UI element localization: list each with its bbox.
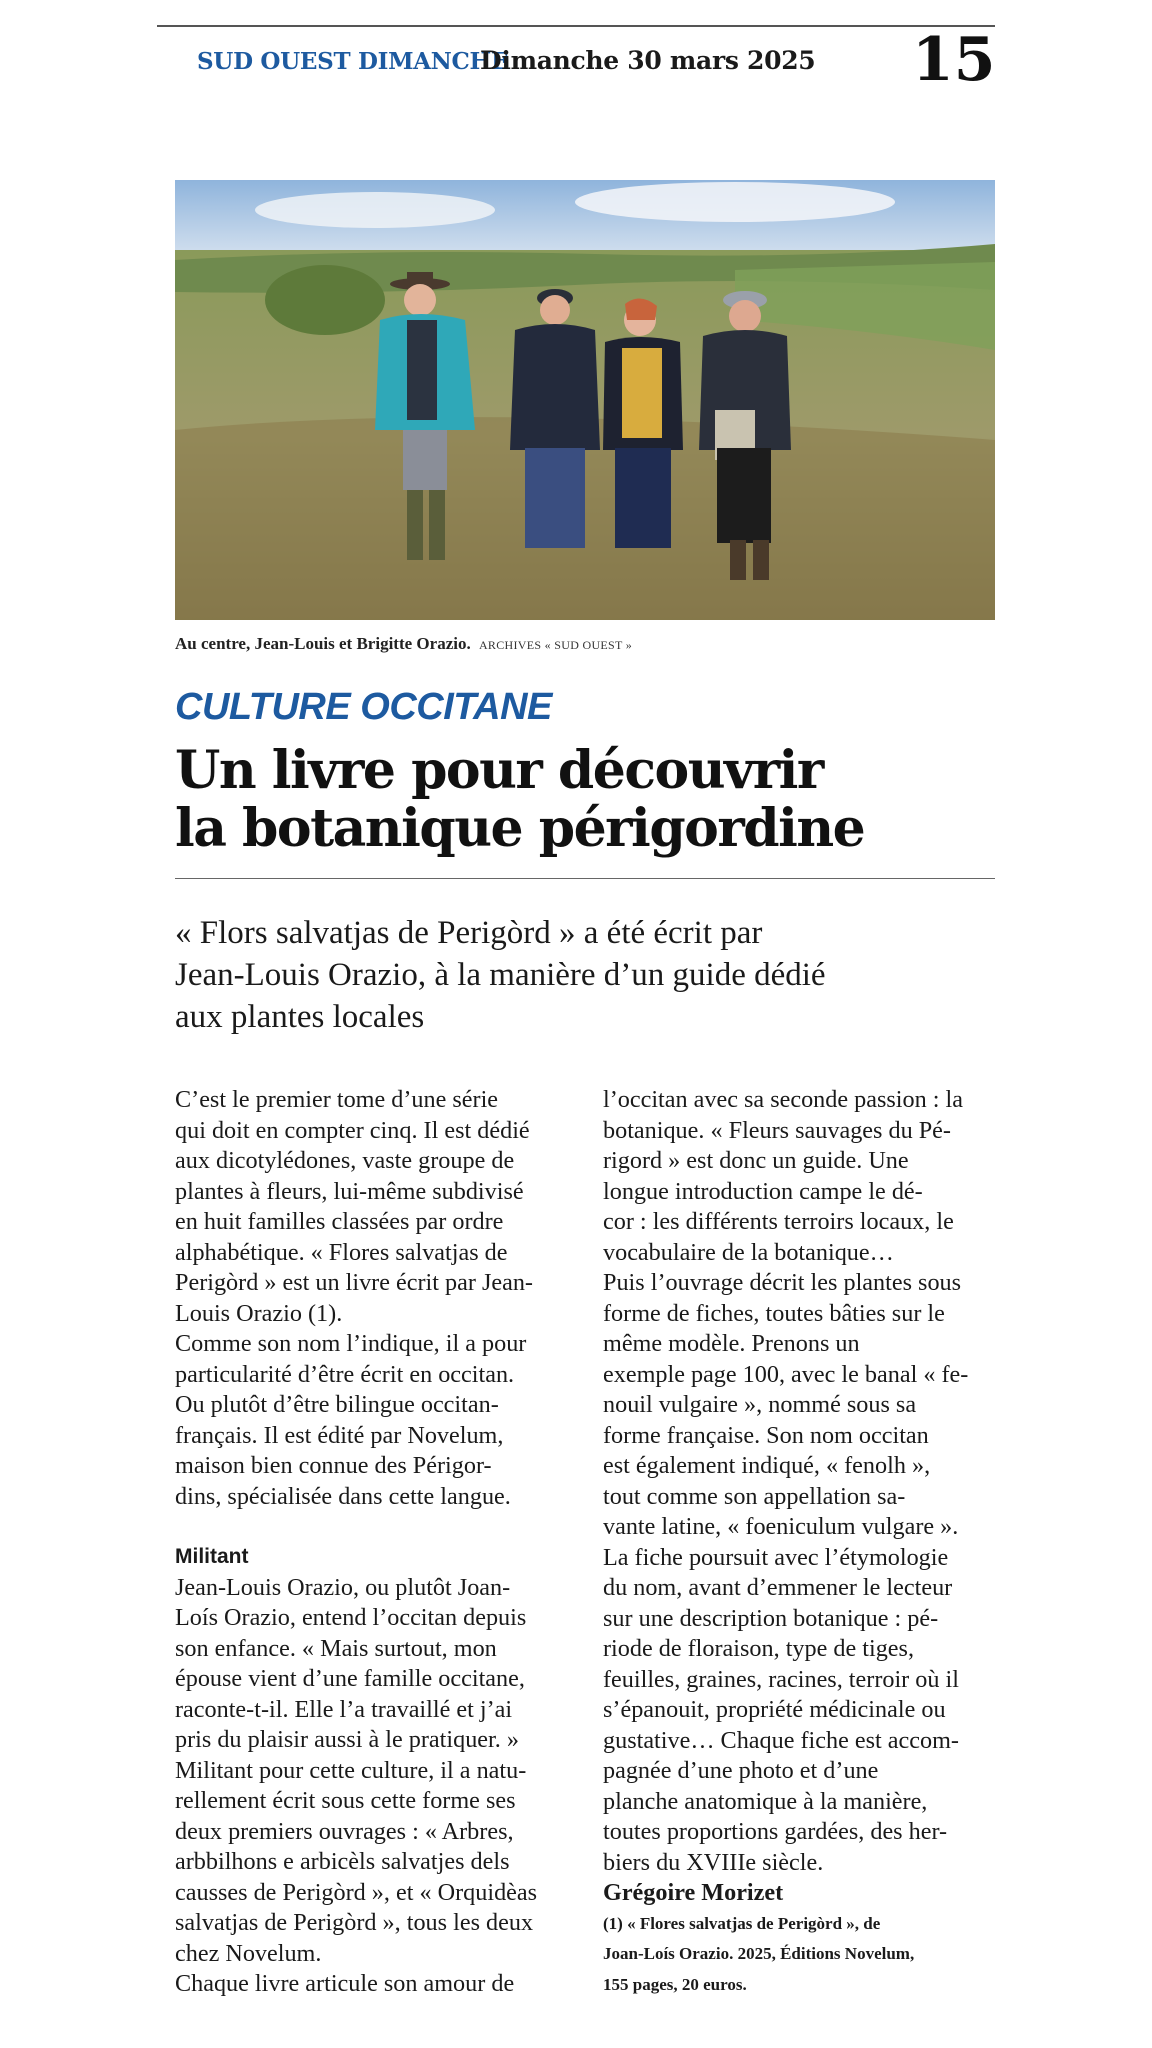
- text-line: tout comme son appellation sa-: [603, 1482, 906, 1510]
- paragraph-intro: [175, 1085, 573, 1329]
- section-rubric: CULTURE OCCITANE: [175, 686, 552, 728]
- text-line: forme de fiches, toutes bâties sur le: [603, 1299, 945, 1327]
- text-line: est également indiqué, « fenolh »,: [603, 1452, 931, 1479]
- text-line: cor : les différents terroirs locaux, le: [603, 1208, 954, 1235]
- article-photo: [175, 180, 995, 620]
- headline-line: Un livre pour découvrir: [175, 740, 823, 801]
- text-line: même modèle. Prenons un: [603, 1330, 860, 1357]
- paragraph-fiches: [603, 1268, 999, 1543]
- photo-caption: [175, 634, 632, 654]
- text-line: exemple page 100, avec le banal « fe-: [603, 1360, 969, 1388]
- text-line: en huit familles classées par ordre: [175, 1208, 504, 1235]
- photo-credit: ARCHIVES « SUD OUEST »: [478, 638, 633, 652]
- text-line: Chaque livre articule son amour de: [175, 1970, 515, 1997]
- text-line: La fiche poursuit avec l’étymologie: [603, 1543, 949, 1571]
- standfirst-line: « Flors salvatjas de Perigòrd » a été écrit par: [175, 915, 763, 951]
- body-column-1: [175, 1085, 573, 2000]
- text-line: Perigòrd » est un livre écrit par Jean-: [175, 1269, 533, 1296]
- text-line: vante latine, « foeniculum vulgare ».: [603, 1513, 959, 1540]
- text-line: alphabétique. « Flores salvatjas de: [175, 1238, 508, 1266]
- caption-text: Au centre, Jean-Louis et Brigitte Orazio.: [175, 634, 471, 653]
- footnote-line: (1) « Flores salvatjas de Perigòrd », de: [603, 1913, 881, 1933]
- article-standfirst: [175, 912, 995, 1038]
- text-line: Ou plutôt d’être bilingue occitan-: [175, 1391, 499, 1418]
- text-line: deux premiers ouvrages : « Arbres,: [175, 1817, 514, 1845]
- paragraph-etymologie: [603, 1543, 999, 1879]
- footnote: [603, 1909, 999, 2001]
- text-line: Comme son nom l’indique, il a pour: [175, 1330, 527, 1357]
- text-line: épouse vient d’une famille occitane,: [175, 1665, 525, 1692]
- text-line: Puis l’ouvrage décrit les plantes sous: [603, 1269, 962, 1296]
- text-line: planche anatomique à la manière,: [603, 1787, 928, 1815]
- text-line: rigord » est donc un guide. Une: [603, 1147, 909, 1174]
- text-line: botanique. « Fleurs sauvages du Pé-: [603, 1116, 951, 1144]
- body-column-2: [603, 1085, 999, 2000]
- top-rule: [157, 25, 995, 27]
- page-number: 15: [912, 25, 996, 95]
- text-line: gustative… Chaque fiche est accom-: [603, 1726, 959, 1754]
- text-line: chez Novelum.: [175, 1939, 322, 1967]
- paragraph-militant: [175, 1573, 573, 2000]
- text-line: toutes proportions gardées, des her-: [603, 1818, 948, 1845]
- text-line: biers du XVIIIe siècle.: [603, 1848, 824, 1876]
- paragraph-guide: [603, 1085, 999, 1268]
- paragraph-gap: [175, 1512, 573, 1542]
- text-line: maison bien connue des Périgor-: [175, 1452, 492, 1479]
- text-line: plantes à fleurs, lui-même subdivisé: [175, 1177, 524, 1205]
- text-line: du nom, avant d’emmener le lecteur: [603, 1574, 953, 1601]
- text-line: sur une description botanique : pé-: [603, 1604, 939, 1632]
- masthead: SUD OUEST DIMANCHE: [197, 48, 509, 75]
- text-line: Militant pour cette culture, il a natu-: [175, 1756, 527, 1784]
- text-line: causses de Perigòrd », et « Orquidèas: [175, 1878, 538, 1906]
- article-headline: [175, 742, 995, 858]
- headline-line: la botanique périgordine: [175, 798, 865, 859]
- text-line: riode de floraison, type de tiges,: [603, 1635, 914, 1662]
- standfirst-line: aux plantes locales: [175, 999, 425, 1035]
- text-line: pagnée d’une photo et d’une: [603, 1757, 879, 1784]
- text-line: Loís Orazio, entend l’occitan depuis: [175, 1604, 527, 1631]
- text-line: raconte-t-il. Elle l’a travaillé et j’ai: [175, 1695, 513, 1723]
- text-line: son enfance. « Mais surtout, mon: [175, 1634, 497, 1662]
- footnote-line: Joan-Loís Orazio. 2025, Éditions Novelum,: [603, 1944, 915, 1963]
- text-line: français. Il est édité par Novelum,: [175, 1421, 504, 1449]
- text-line: l’occitan avec sa seconde passion : la: [603, 1086, 963, 1113]
- text-line: aux dicotylédones, vaste groupe de: [175, 1147, 515, 1174]
- footnote-line: 155 pages, 20 euros.: [603, 1974, 747, 1994]
- paragraph-occitan: [175, 1329, 573, 1512]
- publication-date: Dimanche 30 mars 2025: [480, 46, 816, 75]
- text-line: dins, spécialisée dans cette langue.: [175, 1482, 511, 1510]
- text-line: longue introduction campe le dé-: [603, 1177, 923, 1205]
- headline-rule: [175, 878, 995, 879]
- text-line: nouil vulgaire », nommé sous sa: [603, 1391, 917, 1418]
- subheading: Militant: [175, 1545, 249, 1568]
- text-line: rellement écrit sous cette forme ses: [175, 1787, 516, 1814]
- text-line: pris du plaisir aussi à le pratiquer. »: [175, 1726, 519, 1753]
- text-line: arbbilhons e arbicèls salvatjes dels: [175, 1848, 510, 1875]
- text-line: s’épanouit, propriété médicinale ou: [603, 1696, 946, 1723]
- text-line: particularité d’être écrit en occitan.: [175, 1360, 515, 1388]
- author-signature: Grégoire Morizet: [603, 1879, 784, 1906]
- text-line: Louis Orazio (1).: [175, 1299, 343, 1327]
- text-line: qui doit en compter cinq. Il est dédié: [175, 1116, 530, 1144]
- text-line: Jean-Louis Orazio, ou plutôt Joan-: [175, 1573, 511, 1601]
- text-line: feuilles, graines, racines, terroir où il: [603, 1665, 959, 1693]
- text-line: vocabulaire de la botanique…: [603, 1238, 894, 1266]
- text-line: C’est le premier tome d’une série: [175, 1086, 499, 1113]
- text-line: salvatjas de Perigòrd », tous les deux: [175, 1909, 534, 1936]
- text-line: forme française. Son nom occitan: [603, 1421, 929, 1449]
- standfirst-line: Jean-Louis Orazio, à la manière d’un guide dédié: [175, 957, 826, 993]
